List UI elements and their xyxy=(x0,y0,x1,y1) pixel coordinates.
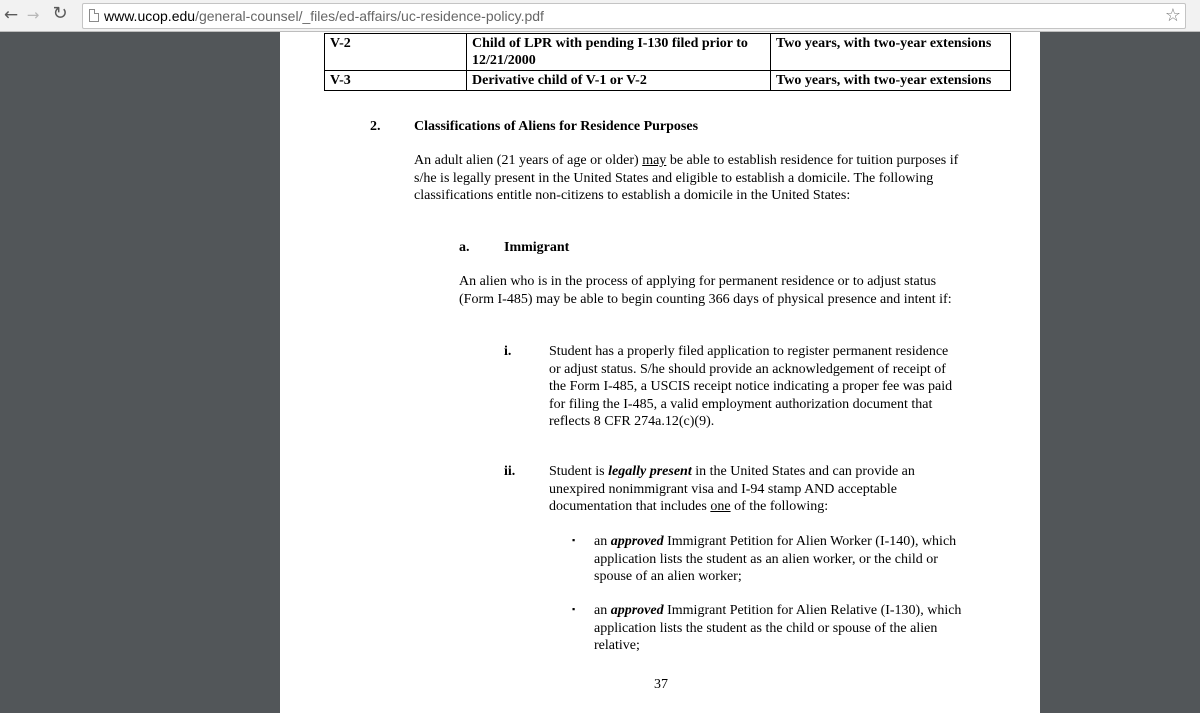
bullet-text: an approved Immigrant Petition for Alien Worker (I-140), which application lists the student as an alien worker, or the child or spouse of an alien worker; xyxy=(594,534,957,584)
visa-duration: Two years, with two-year extensions xyxy=(771,71,1011,91)
subsection-intro-paragraph: An alien who is in the process of applying for permanent residence or to adjust status (Form I-485) may be able to begin counting 366 days of physical presence and intent if: xyxy=(459,274,952,307)
table-row xyxy=(325,34,1011,71)
section-intro-paragraph: An adult alien (21 years of age or older) may be able to establish residence for tuition purposes if s/he is legally present in the United States and eligible to establish a domicile. The following classifications entitle non-citizens to establish a domicile in the United States: xyxy=(414,153,959,203)
visa-description: Child of LPR with pending I-130 filed prior to 12/21/2000 xyxy=(467,34,771,71)
visa-code: V-3 xyxy=(325,71,467,91)
item-numeral: ii. xyxy=(504,464,516,479)
visa-description: Derivative child of V-1 or V-2 xyxy=(467,71,771,91)
section-number: 2. xyxy=(370,119,381,134)
item-text: Student is legally present in the United States and can provide an unexpired nonimmigrant visa and I-94 stamp AND acceptable documentation that includes one of the following: xyxy=(549,464,915,514)
section-heading: Classifications of Aliens for Residence Purposes xyxy=(414,119,699,134)
bullet-text: an approved Immigrant Petition for Alien Relative (I-130), which application lists the student as the child or spouse of the alien relative; xyxy=(594,603,962,653)
bookmark-star-icon[interactable]: ☆ xyxy=(1164,5,1181,26)
item-text: Student has a properly filed application to register permanent residence or adjust status. S/he should provide an acknowledgement of receipt of the Form I-485, a USCIS receipt notice indicating a proper fee was paid for filing the I-485, a valid employment authorization document that reflects 8 CFR 274a.12(c)(9). xyxy=(549,344,953,429)
bullet-square-icon: ▪ xyxy=(572,604,576,614)
url-text[interactable]: www.ucop.edu/general-counsel/_files/ed-affairs/uc-residence-policy.pdf xyxy=(104,8,544,24)
back-arrow-icon[interactable]: ← xyxy=(3,5,19,25)
bullet-square-icon: ▪ xyxy=(572,535,576,545)
subsection-letter: a. xyxy=(459,240,470,255)
browser-toolbar xyxy=(0,0,1200,32)
visa-duration: Two years, with two-year extensions xyxy=(771,34,1011,71)
address-bar[interactable] xyxy=(82,3,1186,29)
forward-arrow-icon[interactable]: → xyxy=(26,6,40,24)
pdf-page xyxy=(280,32,1040,713)
table-row xyxy=(325,71,1011,91)
page-number: 37 xyxy=(654,677,668,692)
page-icon xyxy=(89,9,99,22)
reload-icon[interactable]: ↻ xyxy=(52,3,68,24)
subsection-heading: Immigrant xyxy=(504,240,570,255)
visa-classification-table xyxy=(324,33,1011,91)
visa-code: V-2 xyxy=(325,34,467,71)
item-numeral: i. xyxy=(504,344,512,359)
